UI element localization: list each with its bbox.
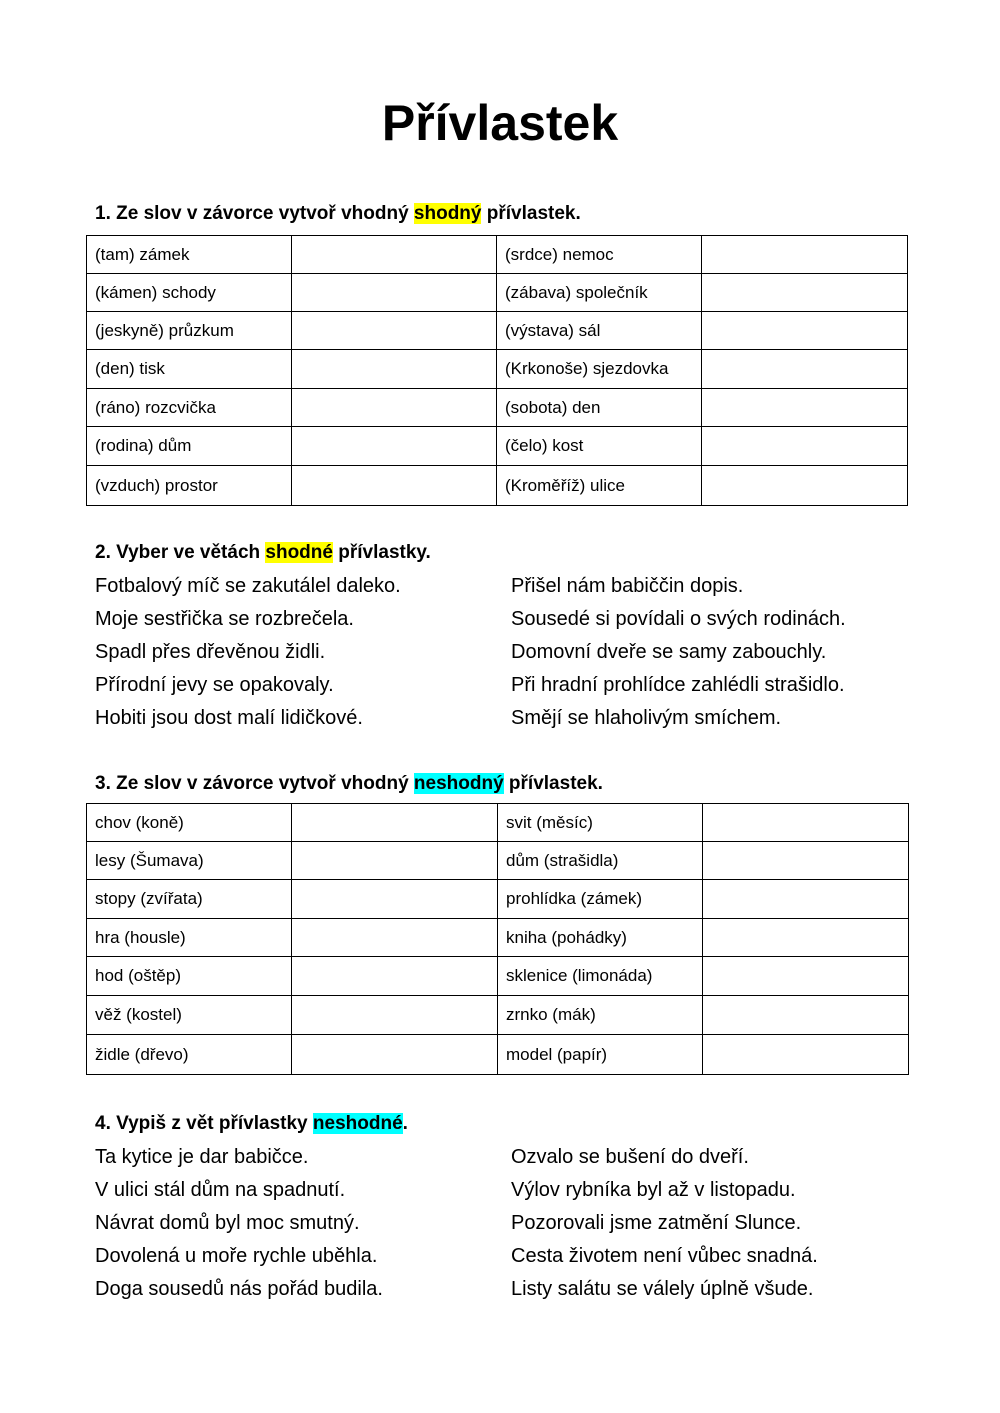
table-row	[87, 804, 909, 842]
table-row	[87, 880, 909, 919]
answer-cell[interactable]	[702, 466, 908, 506]
sentence: Fotbalový míč se zakutálel daleko.	[95, 575, 401, 597]
answer-cell[interactable]	[292, 804, 498, 842]
sentence: Přírodní jevy se opakovaly.	[95, 674, 334, 696]
answer-cell[interactable]	[702, 312, 908, 350]
word-cell: (kámen) schody	[87, 274, 292, 312]
answer-cell[interactable]	[292, 842, 498, 880]
sentence: Ta kytice je dar babičce.	[95, 1146, 309, 1168]
task4-heading-end: .	[402, 1113, 408, 1134]
table-row	[87, 389, 908, 427]
answer-cell[interactable]	[292, 236, 497, 274]
sentence: Listy salátu se válely úplně všude.	[511, 1278, 814, 1300]
word-cell: sklenice (limonáda)	[498, 957, 703, 996]
sentence: Sousedé si povídali o svých rodinách.	[511, 608, 846, 630]
word-cell: hod (oštěp)	[87, 957, 292, 996]
sentence: Výlov rybníka byl až v listopadu.	[511, 1179, 796, 1201]
word-cell: prohlídka (zámek)	[498, 880, 703, 919]
answer-cell[interactable]	[702, 389, 908, 427]
answer-cell[interactable]	[702, 427, 908, 466]
word-cell: svit (měsíc)	[498, 804, 703, 842]
sentence: Hobiti jsou dost malí lidičkové.	[95, 707, 363, 729]
task3-heading-text: 3. Ze slov v závorce vytvoř vhodný	[95, 773, 414, 794]
answer-cell[interactable]	[292, 1035, 498, 1075]
word-cell: hra (housle)	[87, 919, 292, 957]
task2-heading	[95, 540, 431, 566]
task2-left-sentences	[95, 570, 401, 735]
sentence: Domovní dveře se samy zabouchly.	[511, 641, 827, 663]
task1-heading-end: přívlastek.	[481, 203, 581, 224]
table-row	[87, 996, 909, 1035]
word-cell: model (papír)	[498, 1035, 703, 1075]
task2-highlight: shodné	[265, 542, 333, 563]
task3-heading	[95, 771, 603, 797]
answer-cell[interactable]	[292, 312, 497, 350]
answer-cell[interactable]	[703, 919, 909, 957]
word-cell: (jeskyně) průzkum	[87, 312, 292, 350]
word-cell: (ráno) rozcvička	[87, 389, 292, 427]
task4-right-sentences	[511, 1141, 818, 1306]
word-cell: (rodina) dům	[87, 427, 292, 466]
task3-highlight: neshodný	[413, 773, 504, 794]
table-row	[87, 466, 908, 506]
word-cell: věž (kostel)	[87, 996, 292, 1035]
answer-cell[interactable]	[702, 274, 908, 312]
word-cell: stopy (zvířata)	[87, 880, 292, 919]
word-cell: kniha (pohádky)	[498, 919, 703, 957]
answer-cell[interactable]	[292, 996, 498, 1035]
word-cell: (Kroměříž) ulice	[497, 466, 702, 506]
task1-heading-text: 1. Ze slov v závorce vytvoř vhodný	[95, 203, 414, 224]
task2-right-sentences	[511, 570, 846, 735]
task1-table	[86, 235, 908, 506]
table-row	[87, 427, 908, 466]
answer-cell[interactable]	[703, 880, 909, 919]
table-row	[87, 236, 908, 274]
table-row	[87, 312, 908, 350]
answer-cell[interactable]	[703, 996, 909, 1035]
task2-heading-text: 2. Vyber ve větách	[95, 542, 266, 563]
sentence: Návrat domů byl moc smutný.	[95, 1212, 360, 1234]
word-cell: (vzduch) prostor	[87, 466, 292, 506]
word-cell: lesy (Šumava)	[87, 842, 292, 880]
sentence: Spadl přes dřevěnou židli.	[95, 641, 326, 663]
word-cell: (srdce) nemoc	[497, 236, 702, 274]
word-cell: (výstava) sál	[497, 312, 702, 350]
word-cell: (zábava) společník	[497, 274, 702, 312]
table-row	[87, 919, 909, 957]
table-row	[87, 957, 909, 996]
task3-table	[86, 803, 909, 1075]
task4-highlight: neshodné	[312, 1113, 403, 1134]
sentence: Při hradní prohlídce zahlédli strašidlo.	[511, 674, 845, 696]
task4-heading	[95, 1111, 408, 1137]
answer-cell[interactable]	[703, 957, 909, 996]
word-cell: (čelo) kost	[497, 427, 702, 466]
word-cell: chov (koně)	[87, 804, 292, 842]
table-row	[87, 1035, 909, 1075]
answer-cell[interactable]	[292, 274, 497, 312]
task4-heading-text: 4. Vypiš z vět přívlastky	[95, 1113, 313, 1134]
task1-highlight: shodný	[413, 203, 482, 224]
word-cell: (Krkonoše) sjezdovka	[497, 350, 702, 389]
task2-heading-end: přívlastky.	[332, 542, 431, 563]
answer-cell[interactable]	[292, 427, 497, 466]
answer-cell[interactable]	[292, 919, 498, 957]
task4-left-sentences	[95, 1141, 383, 1306]
answer-cell[interactable]	[292, 389, 497, 427]
answer-cell[interactable]	[292, 350, 497, 389]
sentence: Doga sousedů nás pořád budila.	[95, 1278, 383, 1300]
word-cell: židle (dřevo)	[87, 1035, 292, 1075]
table-row	[87, 350, 908, 389]
page-title: Přívlastek	[381, 95, 619, 151]
word-cell: (den) tisk	[87, 350, 292, 389]
word-cell: (tam) zámek	[87, 236, 292, 274]
sentence: Dovolená u moře rychle uběhla.	[95, 1245, 378, 1267]
answer-cell[interactable]	[703, 804, 909, 842]
word-cell: dům (strašidla)	[498, 842, 703, 880]
answer-cell[interactable]	[292, 880, 498, 919]
answer-cell[interactable]	[292, 957, 498, 996]
sentence: Cesta životem není vůbec snadná.	[511, 1245, 818, 1267]
sentence: Přišel nám babiččin dopis.	[511, 575, 744, 597]
sentence: Pozorovali jsme zatmění Slunce.	[511, 1212, 802, 1234]
answer-cell[interactable]	[702, 236, 908, 274]
sentence: V ulici stál dům na spadnutí.	[95, 1179, 346, 1201]
table-row	[87, 842, 909, 880]
word-cell: zrnko (mák)	[498, 996, 703, 1035]
sentence: Moje sestřička se rozbrečela.	[95, 608, 354, 630]
answer-cell[interactable]	[703, 842, 909, 880]
sentence: Ozvalo se bušení do dveří.	[511, 1146, 749, 1168]
answer-cell[interactable]	[702, 350, 908, 389]
answer-cell[interactable]	[703, 1035, 909, 1075]
table-row	[87, 274, 908, 312]
answer-cell[interactable]	[292, 466, 497, 506]
task1-heading	[95, 201, 581, 227]
word-cell: (sobota) den	[497, 389, 702, 427]
sentence: Smějí se hlaholivým smíchem.	[511, 707, 782, 729]
task3-heading-end: přívlastek.	[503, 773, 603, 794]
